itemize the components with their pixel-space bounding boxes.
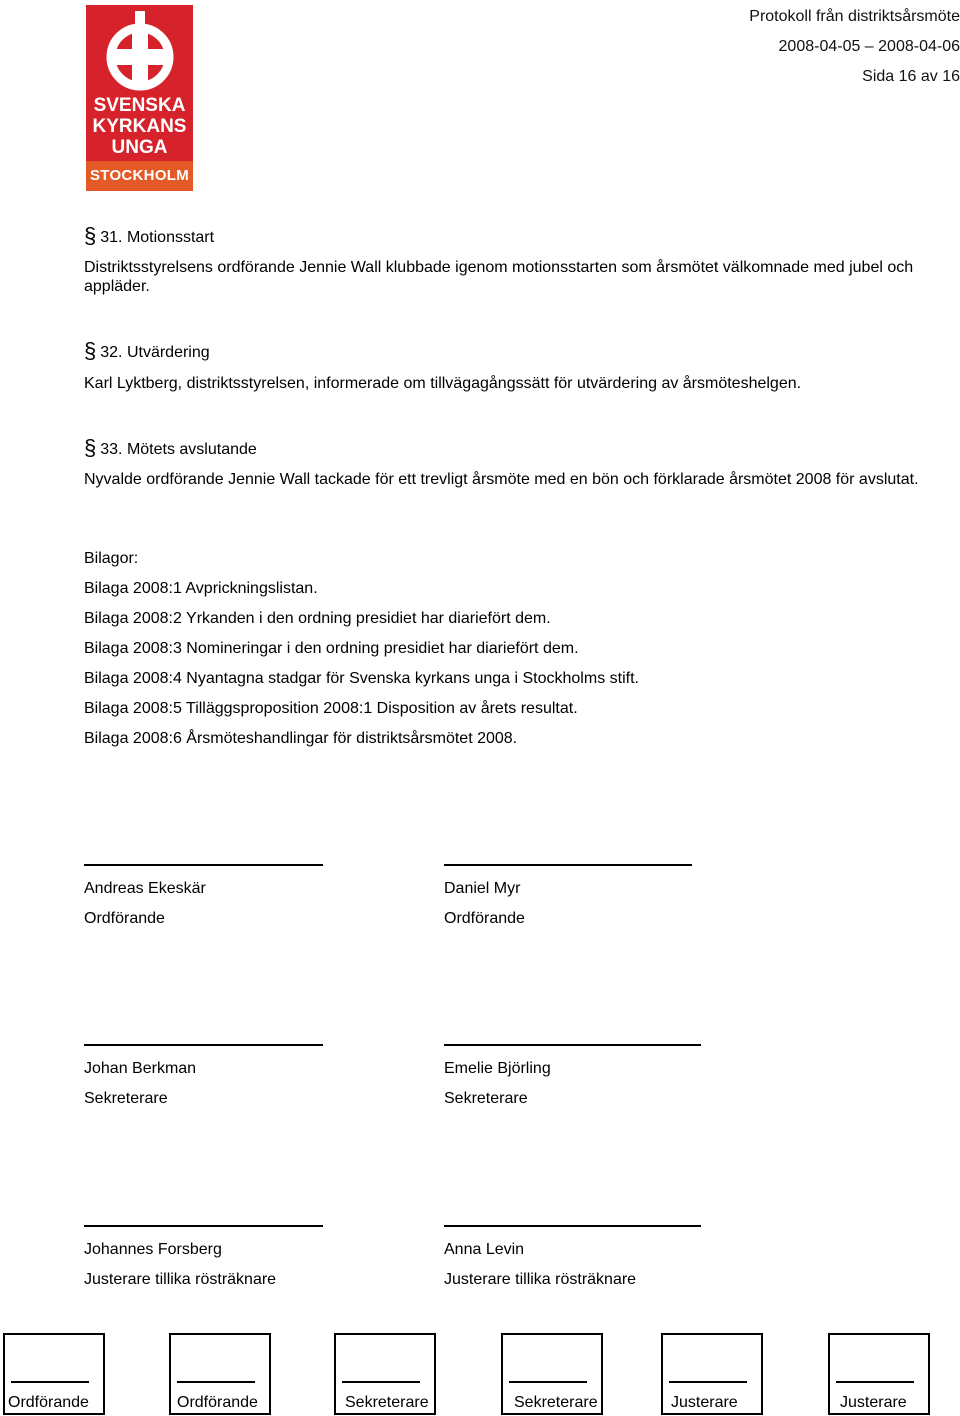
signatory-role: Ordförande [84,910,165,927]
attachment-item: Bilaga 2008:6 Årsmöteshandlingar för distriktsårsmötet 2008. [84,730,518,747]
initials-box-label: Ordförande [8,1394,89,1411]
initials-box-label: Sekreterare [345,1394,429,1411]
initials-line [342,1381,420,1383]
initials-line [509,1381,587,1383]
section-body-33: Nyvalde ordförande Jennie Wall tackade för ett trevligt årsmöte med en bön och förklarade årsmötet 2008 för avslutat. [84,471,919,488]
section-heading-31: § 31. Motionsstart [84,223,215,248]
section-heading-33: § 33. Mötets avslutande [84,435,257,460]
attachment-item: Bilaga 2008:4 Nyantagna stadgar för Svenska kyrkans unga i Stockholms stift. [84,670,639,687]
signature-line [444,1044,701,1046]
attachment-item: Bilaga 2008:3 Nomineringar i den ordning presidiet har diariefört dem. [84,640,579,657]
initials-box-justerare-1 [661,1333,763,1415]
document-title: Protokoll från distriktsårsmöte [749,8,960,25]
initials-box-label: Justerare [840,1394,907,1411]
initials-line [669,1381,747,1383]
organization-logo [86,5,193,191]
signatory-role: Justerare tillika rösträknare [444,1271,637,1288]
initials-box-justerare-2 [828,1333,930,1415]
signature-line [84,864,323,866]
signatory-role: Sekreterare [84,1090,168,1107]
initials-line [177,1381,255,1383]
signatory-role: Ordförande [444,910,525,927]
initials-box-label: Sekreterare [514,1394,598,1411]
page-number: Sida 16 av 16 [862,68,960,85]
section-body-31: Distriktsstyrelsens ordförande Jennie Wall klubbade igenom motionsstarten som årsmötet välkomnade med jubel och appläder. [84,259,914,295]
initials-box-label: Justerare [671,1394,738,1411]
logo-line-1: SVENSKA [93,95,186,116]
paragraph-sign-icon: § [84,223,97,248]
logo-line-4: STOCKHOLM [86,161,193,191]
signature-line [84,1044,323,1046]
initials-box-ordforande-1 [3,1333,105,1415]
paragraph-sign-icon: § [84,338,97,363]
signatory-name: Johan Berkman [84,1060,197,1077]
attachment-item: Bilaga 2008:2 Yrkanden i den ordning presidiet har diariefört dem. [84,610,551,627]
section-heading-32: § 32. Utvärdering [84,338,210,363]
signatory-name: Anna Levin [444,1241,525,1258]
signatory-role: Sekreterare [444,1090,528,1107]
signature-line [444,1225,701,1227]
attachments-heading: Bilagor: [84,550,139,567]
signatory-name: Daniel Myr [444,880,521,897]
document-dates: 2008-04-05 – 2008-04-06 [778,38,960,55]
section-body-32: Karl Lyktberg, distriktsstyrelsen, informerade om tillvägagångssätt för utvärdering av årsmöteshelgen. [84,375,802,392]
cross-emblem-icon [86,5,193,105]
logo-line-2: KYRKANS [92,116,187,137]
signature-line [444,864,692,866]
signatory-name: Emelie Björling [444,1060,551,1077]
signatory-role: Justerare tillika rösträknare [84,1271,277,1288]
initials-box-sekreterare-1 [334,1333,436,1415]
logo-line-3: UNGA [111,137,168,158]
initials-box-label: Ordförande [177,1394,258,1411]
signatory-name: Andreas Ekeskär [84,880,206,897]
paragraph-sign-icon: § [84,435,97,460]
initials-line [11,1381,89,1383]
attachment-item: Bilaga 2008:1 Avprickningslistan. [84,580,318,597]
attachment-item: Bilaga 2008:5 Tilläggsproposition 2008:1 Disposition av årets resultat. [84,700,578,717]
initials-box-ordforande-2 [169,1333,271,1415]
signature-line [84,1225,323,1227]
initials-box-sekreterare-2 [501,1333,603,1415]
signatory-name: Johannes Forsberg [84,1241,222,1258]
initials-line [836,1381,914,1383]
